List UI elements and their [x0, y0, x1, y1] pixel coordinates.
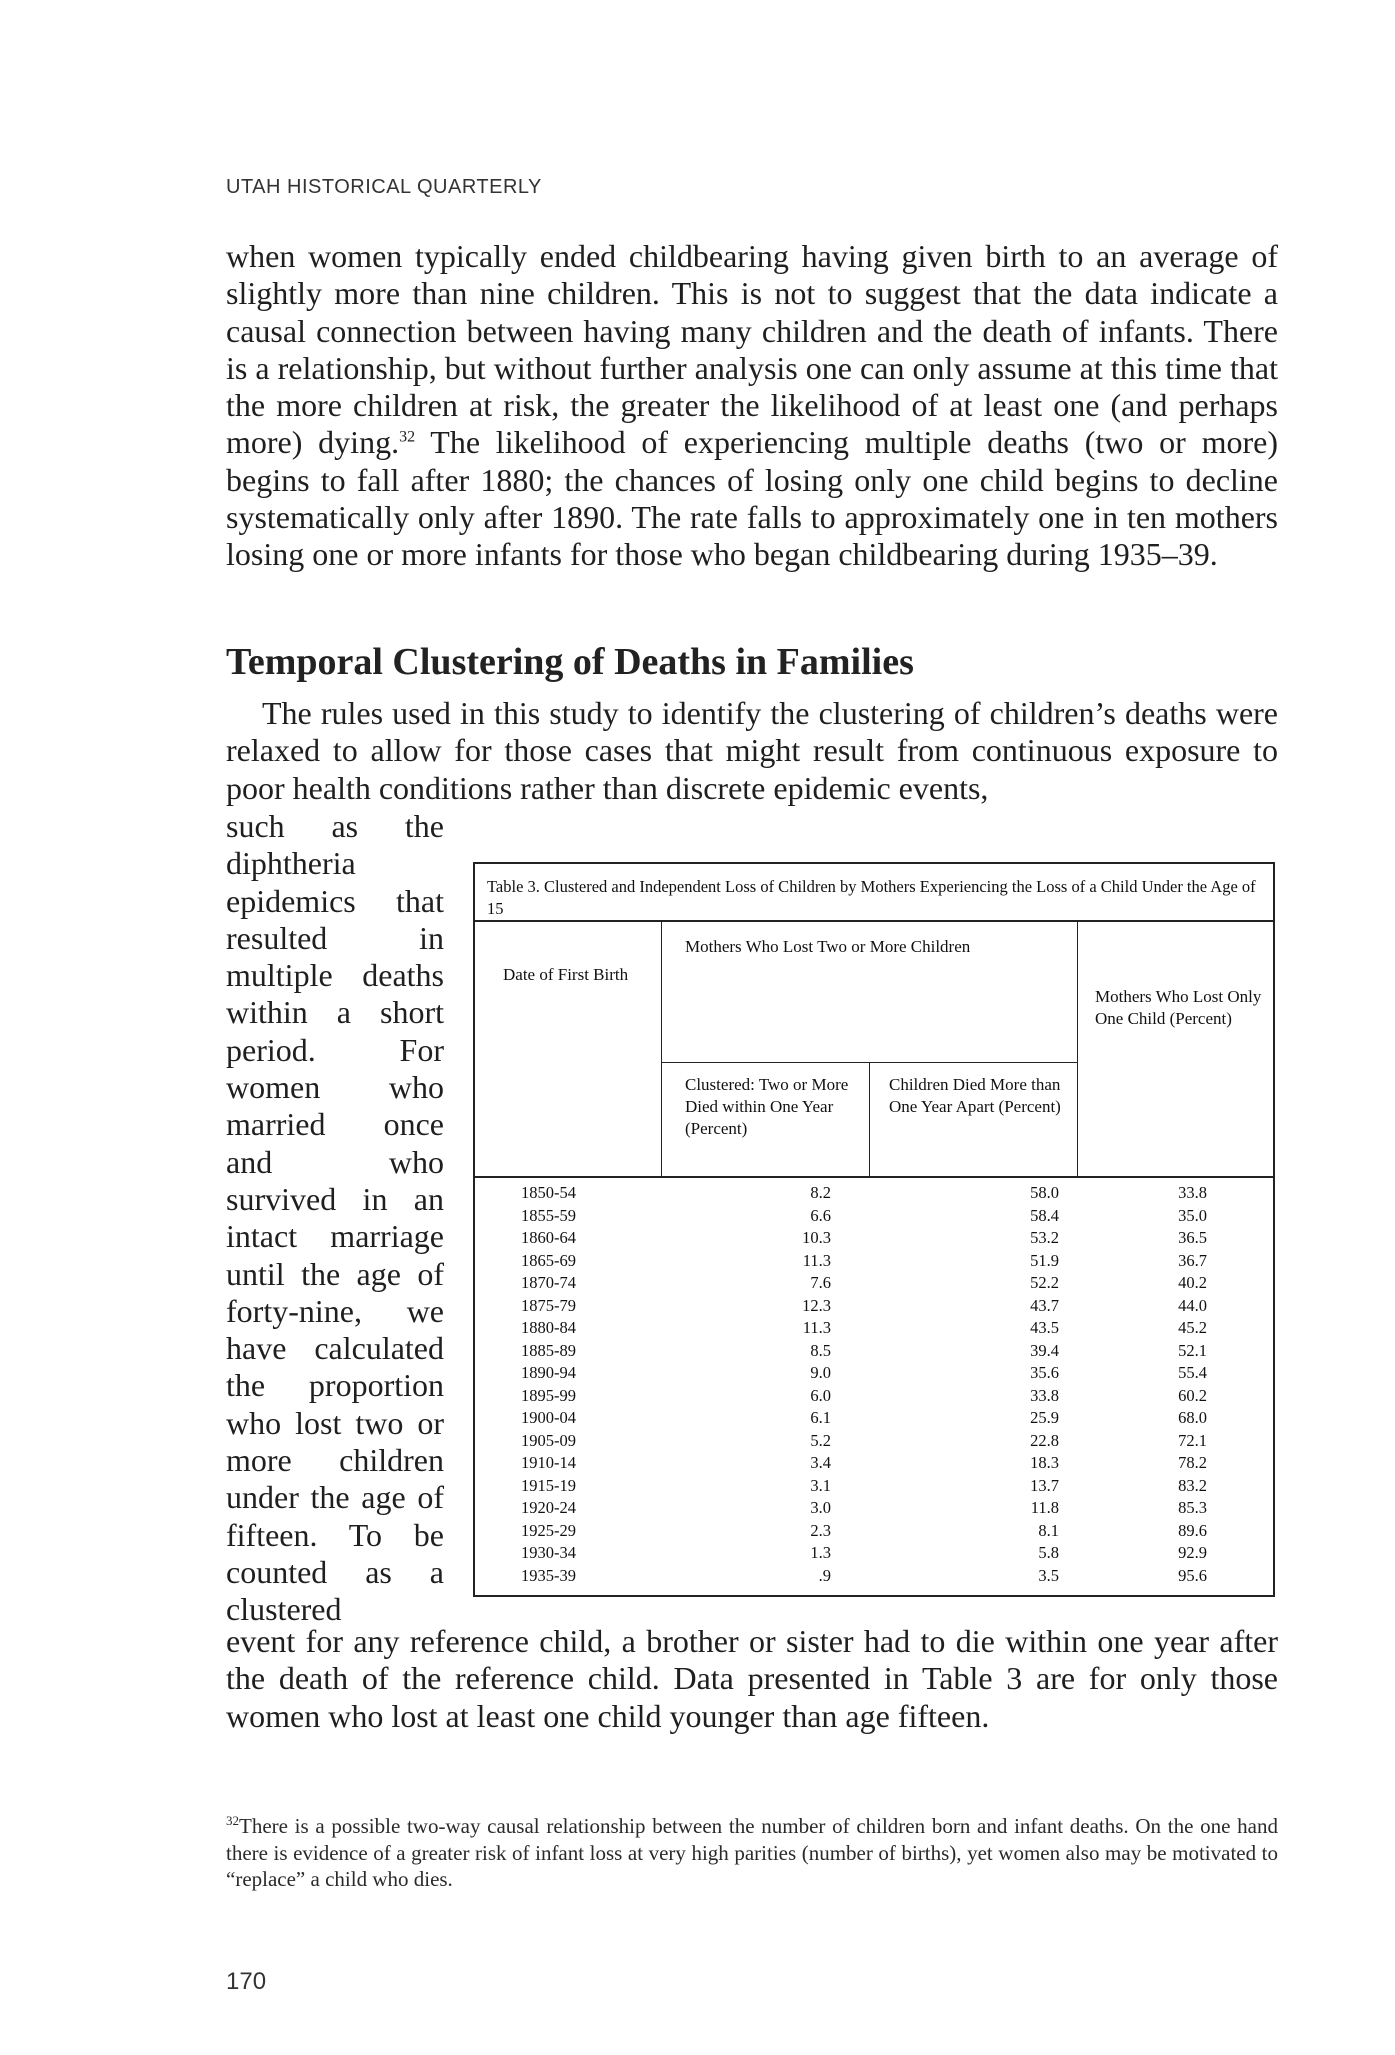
- cell-clustered: 2.3: [810, 1520, 831, 1540]
- table-3: [473, 862, 1275, 1597]
- cell-clustered: 6.0: [810, 1385, 831, 1405]
- cell-clustered: 3.0: [810, 1498, 831, 1517]
- paragraph-1: [226, 238, 1278, 574]
- column-clustered: [661, 1182, 831, 1587]
- cell-date: 1850-54: [521, 1183, 576, 1202]
- cell-died-apart: 58.4: [1030, 1205, 1059, 1225]
- header-lost-two-or-more: Mothers Who Lost Two or More Children: [685, 937, 971, 956]
- cell-date: 1890-94: [521, 1363, 576, 1382]
- cell-date: 1870-74: [521, 1273, 576, 1292]
- cell-date: 1915-19: [521, 1475, 576, 1495]
- cell-died-apart: 22.8: [1030, 1430, 1059, 1450]
- paragraph-2-conclusion: event for any reference child, a brother or sister had to die within one year after the death of the reference child. Data presented in Table 3 are for only those women who lost at least one child younger than age fifteen.: [226, 1623, 1278, 1734]
- cell-lost-only-one: 72.1: [1178, 1430, 1207, 1450]
- cell-died-apart: 33.8: [1030, 1385, 1059, 1405]
- cell-clustered: 6.1: [810, 1408, 831, 1427]
- cell-lost-only-one: 95.6: [1178, 1565, 1207, 1585]
- table-rule: [475, 1176, 1273, 1178]
- cell-died-apart: 3.5: [1038, 1565, 1059, 1585]
- cell-died-apart: 35.6: [1030, 1363, 1059, 1382]
- cell-date: 1910-14: [521, 1453, 576, 1472]
- cell-clustered: 3.1: [810, 1475, 831, 1495]
- cell-lost-only-one: 92.9: [1178, 1543, 1207, 1562]
- paragraph-1-text-continued: The likelihood of experiencing multiple deaths (two or more) begins to fall after 1880; the chances of losing only one child begins to decline systematically only after 1890. The rate falls to approximately one in ten mothers losing one or more infants for those who began childbearing during 1935–39.: [226, 424, 1279, 573]
- cell-date: 1895-99: [521, 1385, 576, 1405]
- cell-lost-only-one: 85.3: [1178, 1498, 1207, 1517]
- cell-died-apart: 11.8: [1030, 1498, 1059, 1517]
- cell-lost-only-one: 55.4: [1178, 1363, 1207, 1382]
- cell-lost-only-one: 89.6: [1178, 1520, 1207, 1540]
- cell-clustered: 11.3: [802, 1250, 831, 1270]
- table-rule: [1077, 920, 1078, 1178]
- cell-died-apart: 58.0: [1030, 1183, 1059, 1202]
- cell-died-apart: 8.1: [1038, 1520, 1059, 1540]
- cell-died-apart: 13.7: [1030, 1475, 1059, 1495]
- table-rule: [661, 920, 662, 1178]
- cell-date: 1900-04: [521, 1408, 576, 1427]
- column-date-of-first-birth: [521, 1182, 661, 1587]
- table-caption: Table 3. Clustered and Independent Loss of Children by Mothers Experiencing the Loss of a Child Under the Age of 15: [487, 877, 1256, 918]
- column-lost-only-one: [1059, 1182, 1207, 1587]
- cell-clustered: 7.6: [810, 1273, 831, 1292]
- cell-lost-only-one: 78.2: [1178, 1453, 1207, 1472]
- footnote: [226, 1808, 1278, 1893]
- header-lost-only-one: Mothers Who Lost Only One Child (Percent): [1095, 987, 1262, 1028]
- cell-lost-only-one: 45.2: [1178, 1318, 1207, 1337]
- cell-date: 1935-39: [521, 1565, 576, 1585]
- cell-clustered: 6.6: [810, 1205, 831, 1225]
- cell-died-apart: 5.8: [1038, 1543, 1059, 1562]
- paragraph-2-wrapped-column: such as the diphtheria epidemics that resulted in multiple deaths within a short period. For women who married once and who survived in an intact marriage until the age of forty-nine, we have calculated the proportion who lost two or more children under the age of fifteen. To be counted as a clustered: [226, 808, 444, 1628]
- cell-clustered: 9.0: [810, 1363, 831, 1382]
- cell-clustered: 3.4: [810, 1453, 831, 1472]
- cell-clustered: 8.2: [810, 1183, 831, 1202]
- header-died-apart: Children Died More than One Year Apart (Percent): [889, 1075, 1061, 1116]
- cell-date: 1875-79: [521, 1295, 576, 1315]
- footnote-text: There is a possible two-way causal relationship between the number of children born and infant deaths. On the one hand there is evidence of a greater risk of infant loss at very high parities (number of births), yet women also may be motivated to “replace” a child who dies.: [226, 1814, 1278, 1891]
- table-rule: [869, 1062, 870, 1178]
- cell-lost-only-one: 60.2: [1178, 1385, 1207, 1405]
- cell-clustered: 12.3: [802, 1295, 831, 1315]
- cell-died-apart: 43.5: [1030, 1318, 1059, 1337]
- cell-died-apart: 53.2: [1030, 1228, 1059, 1247]
- cell-died-apart: 52.2: [1030, 1273, 1059, 1292]
- cell-date: 1905-09: [521, 1430, 576, 1450]
- cell-clustered: 1.3: [810, 1543, 831, 1562]
- footnote-reference[interactable]: 32: [399, 428, 416, 446]
- cell-date: 1865-69: [521, 1250, 576, 1270]
- column-died-apart: [831, 1182, 1059, 1587]
- cell-died-apart: 18.3: [1030, 1453, 1059, 1472]
- table-rule: [475, 920, 1273, 922]
- paragraph-2-opening: The rules used in this study to identify the clustering of children’s deaths were relaxed to allow for those cases that might result from continuous exposure to poor health conditions rather than discrete epidemic events,: [226, 695, 1278, 806]
- cell-date: 1920-24: [521, 1498, 576, 1517]
- cell-date: 1885-89: [521, 1340, 576, 1360]
- cell-clustered: 8.5: [810, 1340, 831, 1360]
- cell-clustered: 11.3: [802, 1318, 831, 1337]
- cell-date: 1855-59: [521, 1205, 576, 1225]
- header-clustered: Clustered: Two or More Died within One Year (Percent): [685, 1075, 849, 1138]
- cell-date: 1925-29: [521, 1520, 576, 1540]
- cell-clustered: .9: [818, 1565, 831, 1585]
- cell-died-apart: 51.9: [1030, 1250, 1059, 1270]
- cell-died-apart: 25.9: [1030, 1408, 1059, 1427]
- paragraph-1-text: when women typically ended childbearing having given birth to an average of slightly more than nine children. This is not to suggest that the data indicate a causal connection between having many children and the death of infants. There is a relationship, but without further analysis one can only assume at this time that the more children at risk, the greater the likelihood of at least one (and perhaps more) dying.: [226, 238, 1278, 461]
- header-date-of-first-birth: Date of First Birth: [503, 965, 629, 984]
- cell-died-apart: 43.7: [1030, 1295, 1059, 1315]
- cell-lost-only-one: 33.8: [1178, 1183, 1207, 1202]
- cell-lost-only-one: 40.2: [1178, 1273, 1207, 1292]
- cell-lost-only-one: 52.1: [1178, 1340, 1207, 1360]
- cell-date: 1880-84: [521, 1318, 576, 1337]
- cell-lost-only-one: 35.0: [1178, 1205, 1207, 1225]
- cell-died-apart: 39.4: [1030, 1340, 1059, 1360]
- cell-date: 1930-34: [521, 1543, 576, 1562]
- cell-lost-only-one: 68.0: [1178, 1408, 1207, 1427]
- cell-clustered: 10.3: [802, 1228, 831, 1247]
- cell-lost-only-one: 36.5: [1178, 1228, 1207, 1247]
- footnote-marker: 32: [226, 1813, 239, 1828]
- cell-lost-only-one: 44.0: [1178, 1295, 1207, 1315]
- running-head: UTAH HISTORICAL QUARTERLY: [226, 176, 542, 198]
- cell-clustered: 5.2: [810, 1430, 831, 1450]
- cell-lost-only-one: 83.2: [1178, 1475, 1207, 1495]
- cell-lost-only-one: 36.7: [1178, 1250, 1207, 1270]
- cell-date: 1860-64: [521, 1228, 576, 1247]
- page-number: 170: [226, 1968, 267, 1995]
- section-heading: Temporal Clustering of Deaths in Families: [226, 641, 914, 683]
